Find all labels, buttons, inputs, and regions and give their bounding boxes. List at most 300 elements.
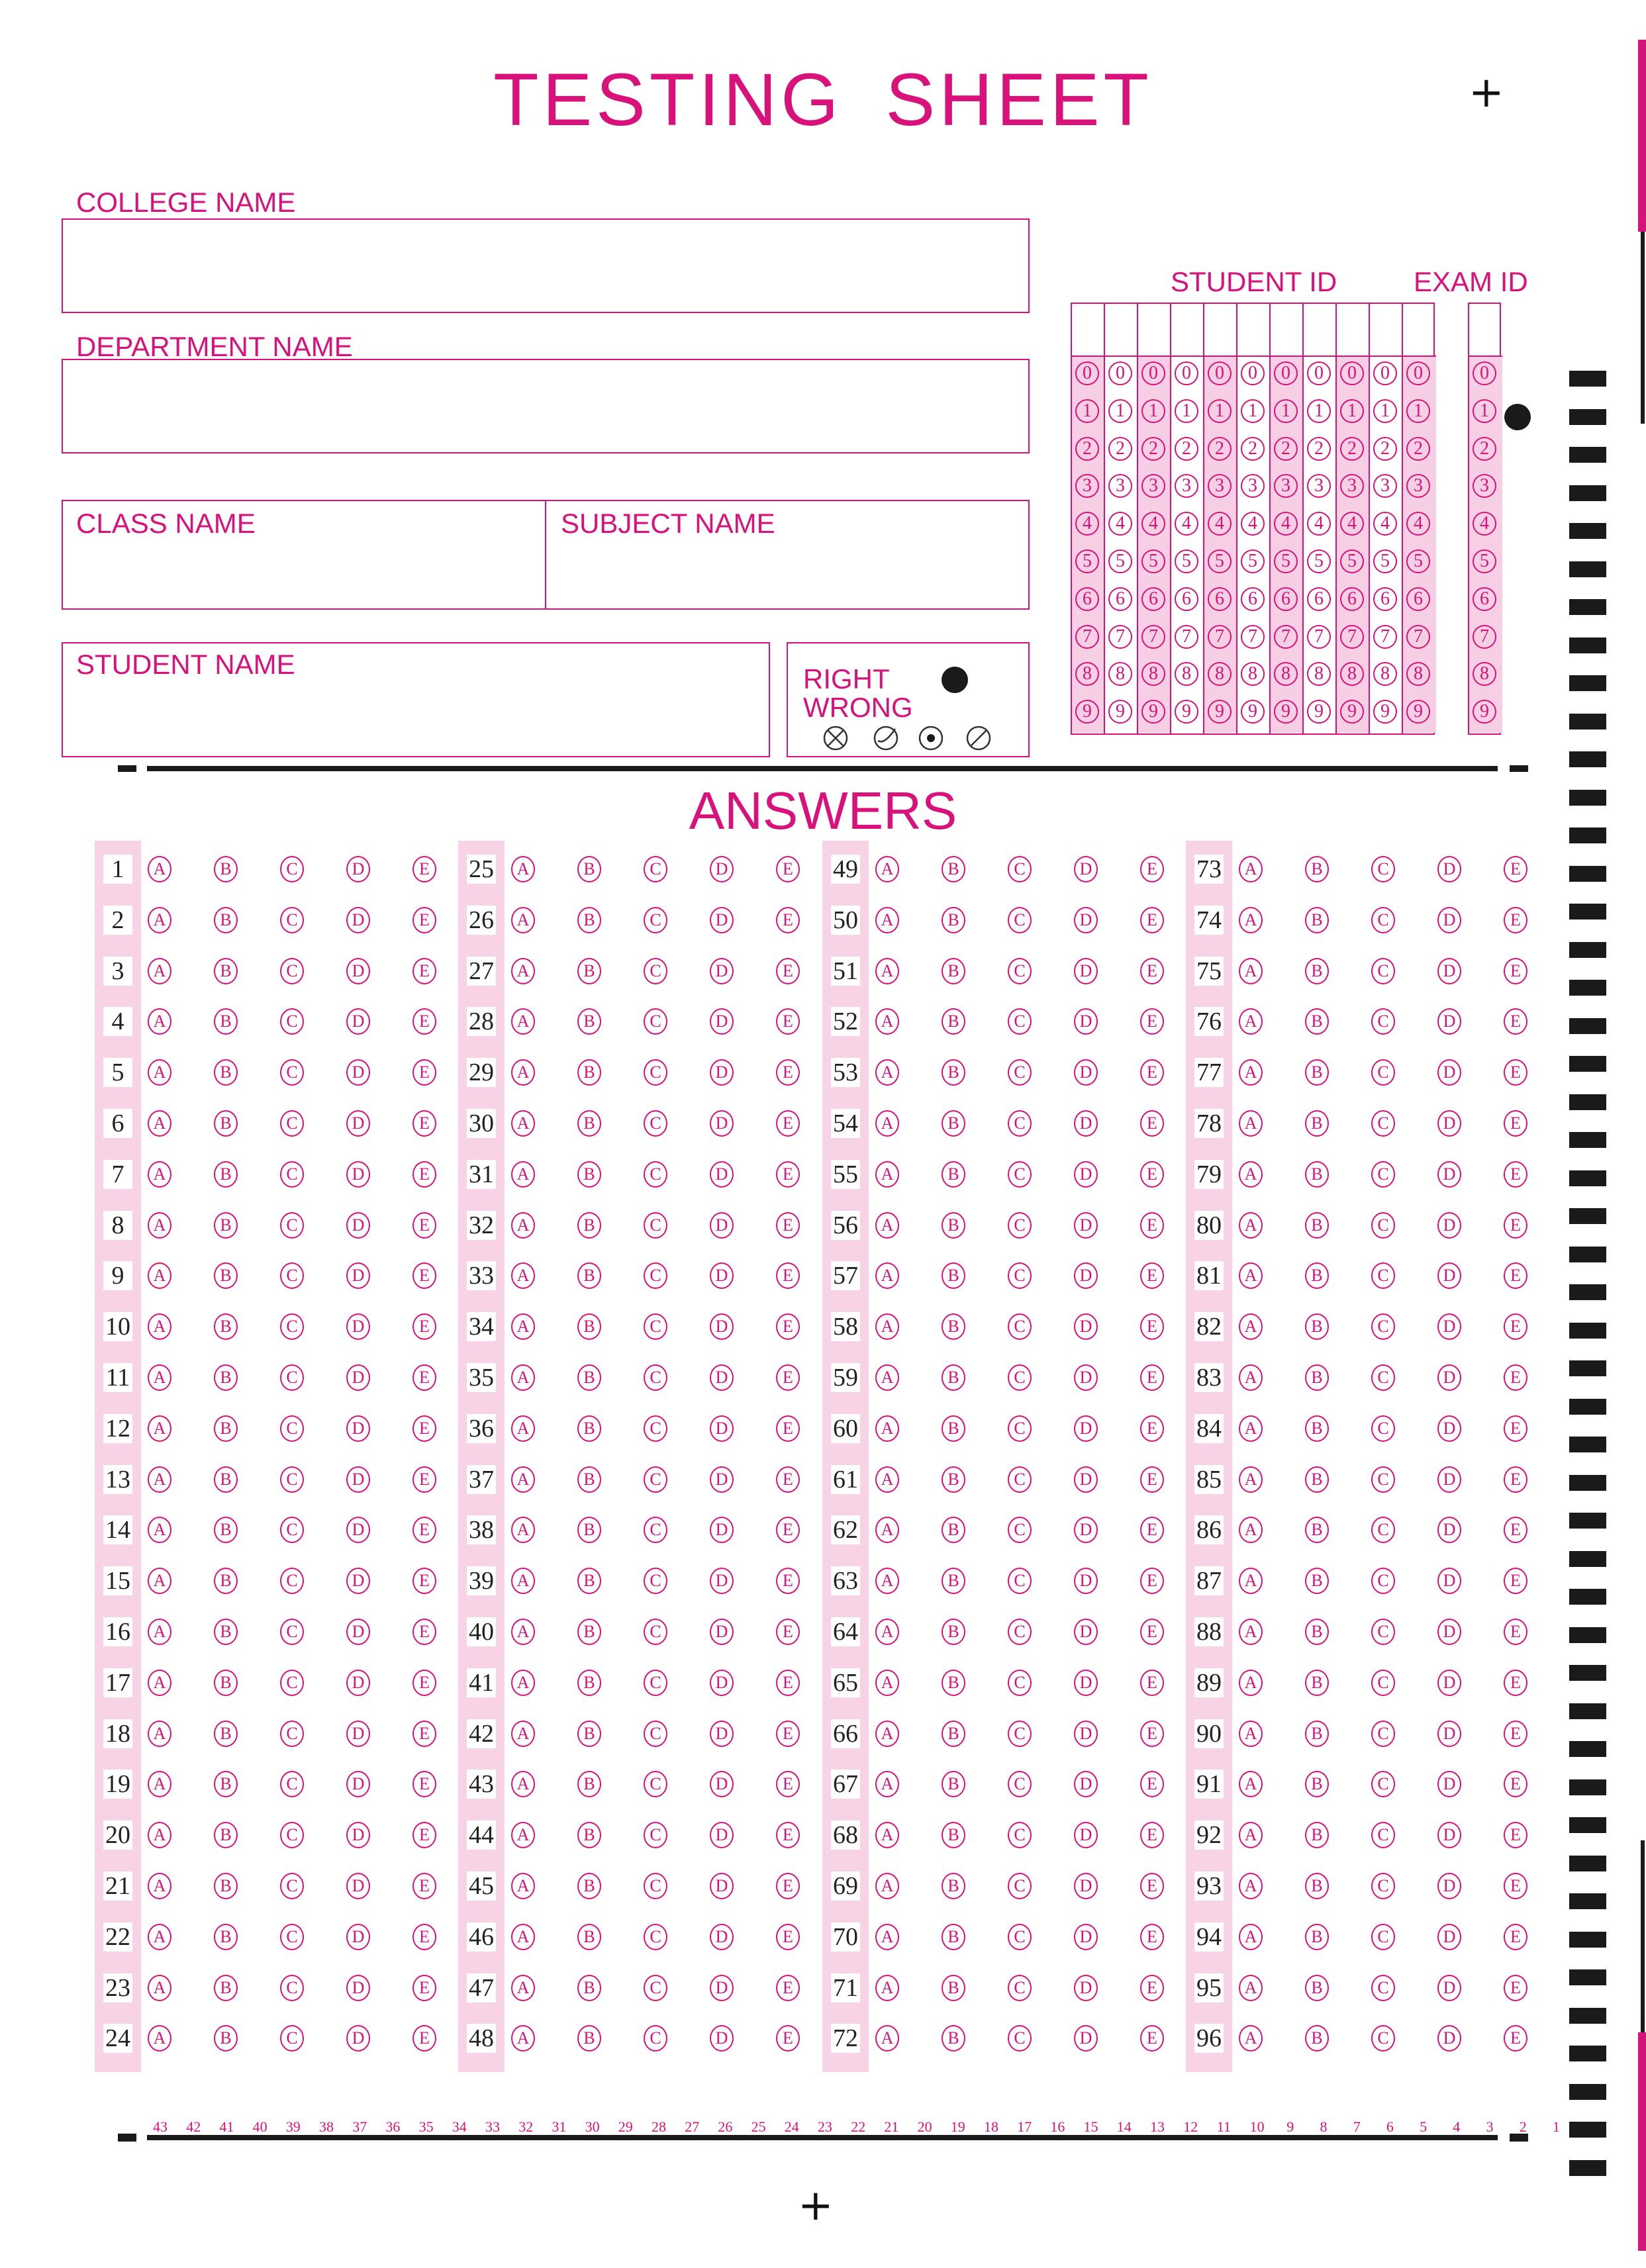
student-id-digit-bubble[interactable]: 3	[1075, 474, 1099, 498]
answer-option-bubble[interactable]: B	[577, 1619, 601, 1645]
answer-option-bubble[interactable]: B	[942, 1161, 965, 1188]
answer-option-bubble[interactable]: B	[1305, 1415, 1329, 1442]
answer-option-bubble[interactable]: A	[875, 1161, 899, 1188]
answer-option-bubble[interactable]: B	[942, 1873, 965, 1899]
answer-option-bubble[interactable]: B	[577, 1364, 601, 1391]
answer-option-bubble[interactable]: B	[577, 1670, 601, 1696]
answer-option-bubble[interactable]: D	[346, 1517, 370, 1543]
student-id-digit-bubble[interactable]: 6	[1175, 587, 1198, 611]
answer-option-bubble[interactable]: B	[942, 1466, 965, 1493]
answer-option-bubble[interactable]: E	[776, 1059, 800, 1086]
answer-option-bubble[interactable]: B	[577, 907, 601, 933]
answer-option-bubble[interactable]: C	[1371, 1415, 1395, 1442]
student-id-digit-bubble[interactable]: 5	[1373, 549, 1397, 573]
answer-option-bubble[interactable]: D	[1074, 1212, 1098, 1239]
answer-option-bubble[interactable]: C	[1371, 856, 1395, 882]
answer-option-bubble[interactable]: C	[1371, 1619, 1395, 1645]
answer-option-bubble[interactable]: D	[1074, 1262, 1098, 1289]
student-id-digit-bubble[interactable]: 3	[1108, 474, 1132, 498]
answer-option-bubble[interactable]: E	[412, 1161, 436, 1188]
student-id-digit-bubble[interactable]: 8	[1340, 662, 1364, 686]
answer-option-bubble[interactable]: A	[1239, 1059, 1263, 1086]
answer-option-bubble[interactable]: C	[644, 1822, 667, 1848]
answer-option-bubble[interactable]: A	[875, 2025, 899, 2052]
answer-option-bubble[interactable]: C	[1008, 958, 1032, 984]
answer-option-bubble[interactable]: E	[1504, 907, 1527, 933]
student-id-digit-bubble[interactable]: 0	[1108, 361, 1132, 385]
answer-option-bubble[interactable]: E	[412, 1262, 436, 1289]
answer-option-bubble[interactable]: E	[1140, 1008, 1164, 1035]
answer-option-bubble[interactable]: C	[280, 1110, 304, 1137]
answer-option-bubble[interactable]: D	[710, 1466, 734, 1493]
answer-option-bubble[interactable]: C	[644, 1466, 667, 1493]
student-id-digit-bubble[interactable]: 8	[1373, 662, 1397, 686]
answer-option-bubble[interactable]: D	[710, 1313, 734, 1340]
student-id-digit-bubble[interactable]: 2	[1340, 437, 1364, 461]
answer-option-bubble[interactable]: E	[1140, 1262, 1164, 1289]
answer-option-bubble[interactable]: B	[577, 1110, 601, 1137]
answer-option-bubble[interactable]: B	[214, 2025, 238, 2052]
answer-option-bubble[interactable]: E	[1140, 1212, 1164, 1239]
answer-option-bubble[interactable]: E	[412, 958, 436, 984]
answer-option-bubble[interactable]: D	[346, 907, 370, 933]
student-id-digit-bubble[interactable]: 4	[1274, 512, 1298, 536]
student-id-write-box[interactable]	[1271, 304, 1304, 357]
answer-option-bubble[interactable]: A	[511, 1822, 535, 1848]
answer-option-bubble[interactable]: D	[710, 1873, 734, 1899]
answer-option-bubble[interactable]: C	[1008, 907, 1032, 933]
answer-option-bubble[interactable]: C	[1008, 1873, 1032, 1899]
answer-option-bubble[interactable]: D	[1437, 856, 1461, 882]
answer-option-bubble[interactable]: B	[214, 1873, 238, 1899]
answer-option-bubble[interactable]: C	[1371, 907, 1395, 933]
student-id-digit-bubble[interactable]: 7	[1340, 625, 1364, 649]
answer-option-bubble[interactable]: E	[412, 1721, 436, 1747]
answer-option-bubble[interactable]: B	[1305, 907, 1329, 933]
answer-option-bubble[interactable]: E	[1140, 1161, 1164, 1188]
answer-option-bubble[interactable]: D	[1437, 1975, 1461, 2001]
answer-option-bubble[interactable]: C	[1008, 1517, 1032, 1543]
answer-option-bubble[interactable]: A	[1239, 1161, 1263, 1188]
student-id-digit-bubble[interactable]: 0	[1141, 361, 1165, 385]
answer-option-bubble[interactable]: A	[511, 1771, 535, 1797]
answer-option-bubble[interactable]: D	[1074, 1721, 1098, 1747]
answer-option-bubble[interactable]: C	[280, 1008, 304, 1035]
answer-option-bubble[interactable]: E	[1504, 1364, 1527, 1391]
answer-option-bubble[interactable]: C	[280, 1517, 304, 1543]
answer-option-bubble[interactable]: A	[148, 1619, 171, 1645]
answer-option-bubble[interactable]: C	[280, 1670, 304, 1696]
answer-option-bubble[interactable]: E	[776, 958, 800, 984]
student-id-digit-bubble[interactable]: 1	[1406, 399, 1430, 423]
answer-option-bubble[interactable]: B	[214, 1262, 238, 1289]
answer-option-bubble[interactable]: E	[412, 1415, 436, 1442]
answer-option-bubble[interactable]: E	[776, 1466, 800, 1493]
answer-option-bubble[interactable]: A	[1239, 907, 1263, 933]
answer-option-bubble[interactable]: E	[776, 1771, 800, 1797]
answer-option-bubble[interactable]: C	[280, 1873, 304, 1899]
answer-option-bubble[interactable]: D	[346, 1364, 370, 1391]
student-id-digit-bubble[interactable]: 5	[1175, 549, 1198, 573]
answer-option-bubble[interactable]: A	[511, 1568, 535, 1594]
answer-option-bubble[interactable]: D	[346, 1212, 370, 1239]
answer-option-bubble[interactable]: B	[1305, 1364, 1329, 1391]
answer-option-bubble[interactable]: E	[412, 1619, 436, 1645]
answer-option-bubble[interactable]: D	[1437, 1110, 1461, 1137]
answer-option-bubble[interactable]: B	[214, 907, 238, 933]
answer-option-bubble[interactable]: D	[346, 856, 370, 882]
student-id-digit-bubble[interactable]: 8	[1208, 662, 1232, 686]
student-id-digit-bubble[interactable]: 0	[1075, 361, 1099, 385]
answer-option-bubble[interactable]: C	[1008, 1619, 1032, 1645]
answer-option-bubble[interactable]: A	[875, 1466, 899, 1493]
answer-option-bubble[interactable]: A	[1239, 1517, 1263, 1543]
student-id-digit-bubble[interactable]: 6	[1307, 587, 1331, 611]
answer-option-bubble[interactable]: D	[1437, 1415, 1461, 1442]
answer-option-bubble[interactable]: B	[942, 1008, 965, 1035]
answer-option-bubble[interactable]: A	[875, 1212, 899, 1239]
student-id-write-box[interactable]	[1370, 304, 1403, 357]
student-id-digit-bubble[interactable]: 9	[1340, 700, 1364, 724]
answer-option-bubble[interactable]: A	[875, 1110, 899, 1137]
answer-option-bubble[interactable]: B	[577, 856, 601, 882]
answer-option-bubble[interactable]: D	[710, 2025, 734, 2052]
student-id-digit-bubble[interactable]: 1	[1373, 399, 1397, 423]
answer-option-bubble[interactable]: A	[875, 1771, 899, 1797]
answer-option-bubble[interactable]: C	[280, 1313, 304, 1340]
answer-option-bubble[interactable]: D	[710, 1924, 734, 1950]
answer-option-bubble[interactable]: B	[942, 1771, 965, 1797]
answer-option-bubble[interactable]: D	[346, 1822, 370, 1848]
answer-option-bubble[interactable]: C	[280, 1568, 304, 1594]
answer-option-bubble[interactable]: A	[1239, 1008, 1263, 1035]
answer-option-bubble[interactable]: B	[1305, 1059, 1329, 1086]
answer-option-bubble[interactable]: A	[511, 1517, 535, 1543]
student-id-digit-bubble[interactable]: 1	[1108, 399, 1132, 423]
answer-option-bubble[interactable]: C	[1008, 1415, 1032, 1442]
answer-option-bubble[interactable]: C	[644, 1059, 667, 1086]
answer-option-bubble[interactable]: D	[1437, 1313, 1461, 1340]
answer-option-bubble[interactable]: A	[148, 1975, 171, 2001]
answer-option-bubble[interactable]: D	[346, 2025, 370, 2052]
answer-option-bubble[interactable]: B	[577, 958, 601, 984]
answer-option-bubble[interactable]: C	[1371, 1822, 1395, 1848]
answer-option-bubble[interactable]: A	[1239, 1466, 1263, 1493]
answer-option-bubble[interactable]: E	[1504, 1212, 1527, 1239]
answer-option-bubble[interactable]: D	[346, 1568, 370, 1594]
answer-option-bubble[interactable]: B	[577, 2025, 601, 2052]
answer-option-bubble[interactable]: E	[1504, 1517, 1527, 1543]
answer-option-bubble[interactable]: B	[214, 1313, 238, 1340]
answer-option-bubble[interactable]: C	[1371, 1262, 1395, 1289]
answer-option-bubble[interactable]: A	[148, 1670, 171, 1696]
answer-option-bubble[interactable]: E	[412, 1568, 436, 1594]
answer-option-bubble[interactable]: D	[346, 1008, 370, 1035]
answer-option-bubble[interactable]: C	[644, 907, 667, 933]
answer-option-bubble[interactable]: D	[1074, 1059, 1098, 1086]
answer-option-bubble[interactable]: E	[1504, 1619, 1527, 1645]
student-id-write-box[interactable]	[1072, 304, 1105, 357]
answer-option-bubble[interactable]: D	[710, 1568, 734, 1594]
answer-option-bubble[interactable]: D	[346, 1721, 370, 1747]
answer-option-bubble[interactable]: B	[214, 1466, 238, 1493]
answer-option-bubble[interactable]: E	[776, 1568, 800, 1594]
exam-id-digit-bubble[interactable]: 6	[1473, 587, 1496, 611]
answer-option-bubble[interactable]: E	[1140, 1771, 1164, 1797]
student-id-digit-bubble[interactable]: 1	[1307, 399, 1331, 423]
student-id-digit-bubble[interactable]: 5	[1274, 549, 1298, 573]
answer-option-bubble[interactable]: D	[710, 1008, 734, 1035]
answer-option-bubble[interactable]: C	[1371, 1466, 1395, 1493]
student-id-digit-bubble[interactable]: 7	[1373, 625, 1397, 649]
college-name-field[interactable]	[62, 218, 1030, 313]
answer-option-bubble[interactable]: A	[875, 1364, 899, 1391]
answer-option-bubble[interactable]: C	[1008, 1110, 1032, 1137]
answer-option-bubble[interactable]: D	[710, 1161, 734, 1188]
answer-option-bubble[interactable]: E	[1504, 1313, 1527, 1340]
answer-option-bubble[interactable]: C	[644, 1313, 667, 1340]
answer-option-bubble[interactable]: C	[280, 2025, 304, 2052]
student-id-write-box[interactable]	[1237, 304, 1271, 357]
answer-option-bubble[interactable]: B	[577, 1568, 601, 1594]
answer-option-bubble[interactable]: C	[1371, 1059, 1395, 1086]
answer-option-bubble[interactable]: C	[280, 1466, 304, 1493]
student-id-digit-bubble[interactable]: 1	[1075, 399, 1099, 423]
exam-id-digit-bubble[interactable]: 5	[1473, 549, 1496, 573]
student-id-digit-bubble[interactable]: 9	[1406, 700, 1430, 724]
answer-option-bubble[interactable]: E	[412, 856, 436, 882]
answer-option-bubble[interactable]: A	[148, 1008, 171, 1035]
answer-option-bubble[interactable]: A	[875, 1670, 899, 1696]
answer-option-bubble[interactable]: E	[412, 1313, 436, 1340]
student-id-digit-bubble[interactable]: 3	[1406, 474, 1430, 498]
answer-option-bubble[interactable]: B	[942, 1415, 965, 1442]
answer-option-bubble[interactable]: E	[776, 1517, 800, 1543]
answer-option-bubble[interactable]: E	[1504, 1721, 1527, 1747]
student-id-digit-bubble[interactable]: 4	[1175, 512, 1198, 536]
student-id-write-box[interactable]	[1105, 304, 1138, 357]
answer-option-bubble[interactable]: A	[875, 1822, 899, 1848]
answer-option-bubble[interactable]: C	[1371, 1110, 1395, 1137]
student-id-digit-bubble[interactable]: 2	[1241, 437, 1265, 461]
student-id-digit-bubble[interactable]: 5	[1141, 549, 1165, 573]
answer-option-bubble[interactable]: B	[214, 1161, 238, 1188]
answer-option-bubble[interactable]: E	[412, 1110, 436, 1137]
answer-option-bubble[interactable]: D	[710, 1517, 734, 1543]
answer-option-bubble[interactable]: D	[1074, 1568, 1098, 1594]
answer-option-bubble[interactable]: C	[644, 1975, 667, 2001]
answer-option-bubble[interactable]: B	[214, 1619, 238, 1645]
answer-option-bubble[interactable]: A	[511, 1262, 535, 1289]
answer-option-bubble[interactable]: E	[1140, 1517, 1164, 1543]
answer-option-bubble[interactable]: E	[776, 1364, 800, 1391]
answer-option-bubble[interactable]: B	[942, 1212, 965, 1239]
answer-option-bubble[interactable]: D	[1074, 1364, 1098, 1391]
answer-option-bubble[interactable]: B	[1305, 1262, 1329, 1289]
student-id-digit-bubble[interactable]: 7	[1175, 625, 1198, 649]
student-id-write-box[interactable]	[1204, 304, 1237, 357]
answer-option-bubble[interactable]: B	[214, 1517, 238, 1543]
answer-option-bubble[interactable]: B	[942, 907, 965, 933]
answer-option-bubble[interactable]: B	[577, 1975, 601, 2001]
answer-option-bubble[interactable]: B	[214, 1212, 238, 1239]
answer-option-bubble[interactable]: B	[577, 1059, 601, 1086]
answer-option-bubble[interactable]: B	[942, 1313, 965, 1340]
answer-option-bubble[interactable]: E	[1140, 1975, 1164, 2001]
answer-option-bubble[interactable]: C	[280, 1212, 304, 1239]
student-id-digit-bubble[interactable]: 4	[1075, 512, 1099, 536]
answer-option-bubble[interactable]: A	[875, 1873, 899, 1899]
answer-option-bubble[interactable]: A	[511, 1415, 535, 1442]
answer-option-bubble[interactable]: C	[1008, 1771, 1032, 1797]
student-id-digit-bubble[interactable]: 2	[1141, 437, 1165, 461]
answer-option-bubble[interactable]: D	[1074, 907, 1098, 933]
answer-option-bubble[interactable]: B	[577, 1212, 601, 1239]
answer-option-bubble[interactable]: C	[1371, 1212, 1395, 1239]
answer-option-bubble[interactable]: B	[577, 1008, 601, 1035]
answer-option-bubble[interactable]: D	[346, 958, 370, 984]
answer-option-bubble[interactable]: B	[1305, 1161, 1329, 1188]
answer-option-bubble[interactable]: B	[942, 1517, 965, 1543]
answer-option-bubble[interactable]: D	[1437, 1364, 1461, 1391]
answer-option-bubble[interactable]: E	[1504, 1568, 1527, 1594]
answer-option-bubble[interactable]: C	[644, 1670, 667, 1696]
department-name-field[interactable]	[62, 359, 1030, 453]
answer-option-bubble[interactable]: D	[1074, 1466, 1098, 1493]
answer-option-bubble[interactable]: D	[346, 1262, 370, 1289]
answer-option-bubble[interactable]: E	[776, 1415, 800, 1442]
answer-option-bubble[interactable]: A	[148, 1873, 171, 1899]
student-id-digit-bubble[interactable]: 0	[1175, 361, 1198, 385]
student-id-write-box[interactable]	[1337, 304, 1370, 357]
answer-option-bubble[interactable]: A	[148, 1262, 171, 1289]
answer-option-bubble[interactable]: A	[511, 1975, 535, 2001]
student-id-digit-bubble[interactable]: 9	[1274, 700, 1298, 724]
student-id-digit-bubble[interactable]: 9	[1175, 700, 1198, 724]
answer-option-bubble[interactable]: C	[280, 958, 304, 984]
answer-option-bubble[interactable]: D	[1074, 1822, 1098, 1848]
answer-option-bubble[interactable]: C	[644, 1924, 667, 1950]
answer-option-bubble[interactable]: D	[1074, 1873, 1098, 1899]
answer-option-bubble[interactable]: A	[148, 1161, 171, 1188]
answer-option-bubble[interactable]: A	[875, 1313, 899, 1340]
answer-option-bubble[interactable]: E	[1504, 1924, 1527, 1950]
student-id-digit-bubble[interactable]: 2	[1373, 437, 1397, 461]
answer-option-bubble[interactable]: B	[214, 1924, 238, 1950]
answer-option-bubble[interactable]: C	[1371, 958, 1395, 984]
answer-option-bubble[interactable]: D	[1437, 1873, 1461, 1899]
student-id-digit-bubble[interactable]: 5	[1340, 549, 1364, 573]
answer-option-bubble[interactable]: A	[511, 856, 535, 882]
answer-option-bubble[interactable]: B	[577, 1161, 601, 1188]
answer-option-bubble[interactable]: E	[776, 1110, 800, 1137]
answer-option-bubble[interactable]: B	[1305, 1670, 1329, 1696]
answer-option-bubble[interactable]: D	[710, 856, 734, 882]
answer-option-bubble[interactable]: C	[1008, 1313, 1032, 1340]
answer-option-bubble[interactable]: B	[1305, 1313, 1329, 1340]
answer-option-bubble[interactable]: E	[1140, 1873, 1164, 1899]
answer-option-bubble[interactable]: B	[1305, 1619, 1329, 1645]
student-id-digit-bubble[interactable]: 4	[1108, 512, 1132, 536]
answer-option-bubble[interactable]: C	[280, 907, 304, 933]
answer-option-bubble[interactable]: A	[1239, 1212, 1263, 1239]
answer-option-bubble[interactable]: D	[346, 1924, 370, 1950]
answer-option-bubble[interactable]: C	[1008, 1466, 1032, 1493]
answer-option-bubble[interactable]: A	[511, 1873, 535, 1899]
student-id-digit-bubble[interactable]: 6	[1208, 587, 1232, 611]
answer-option-bubble[interactable]: C	[1371, 1008, 1395, 1035]
answer-option-bubble[interactable]: C	[1008, 1364, 1032, 1391]
answer-option-bubble[interactable]: D	[1437, 1670, 1461, 1696]
answer-option-bubble[interactable]: C	[280, 1415, 304, 1442]
answer-option-bubble[interactable]: A	[511, 1008, 535, 1035]
student-id-digit-bubble[interactable]: 7	[1208, 625, 1232, 649]
student-id-write-box[interactable]	[1171, 304, 1204, 357]
student-id-digit-bubble[interactable]: 6	[1141, 587, 1165, 611]
answer-option-bubble[interactable]: C	[1008, 1161, 1032, 1188]
answer-option-bubble[interactable]: D	[710, 1975, 734, 2001]
answer-option-bubble[interactable]: D	[346, 1619, 370, 1645]
student-id-digit-bubble[interactable]: 5	[1208, 549, 1232, 573]
answer-option-bubble[interactable]: E	[1140, 1364, 1164, 1391]
answer-option-bubble[interactable]: C	[1371, 1771, 1395, 1797]
answer-option-bubble[interactable]: D	[710, 1212, 734, 1239]
answer-option-bubble[interactable]: A	[1239, 2025, 1263, 2052]
answer-option-bubble[interactable]: D	[1074, 1619, 1098, 1645]
answer-option-bubble[interactable]: E	[412, 1364, 436, 1391]
answer-option-bubble[interactable]: D	[1074, 2025, 1098, 2052]
answer-option-bubble[interactable]: E	[776, 907, 800, 933]
answer-option-bubble[interactable]: D	[1074, 1517, 1098, 1543]
student-id-digit-bubble[interactable]: 2	[1274, 437, 1298, 461]
student-id-digit-bubble[interactable]: 8	[1241, 662, 1265, 686]
student-id-digit-bubble[interactable]: 0	[1373, 361, 1397, 385]
answer-option-bubble[interactable]: D	[1074, 1161, 1098, 1188]
answer-option-bubble[interactable]: B	[942, 1262, 965, 1289]
answer-option-bubble[interactable]: C	[280, 1924, 304, 1950]
answer-option-bubble[interactable]: A	[1239, 1619, 1263, 1645]
answer-option-bubble[interactable]: C	[644, 1721, 667, 1747]
answer-option-bubble[interactable]: A	[148, 1924, 171, 1950]
answer-option-bubble[interactable]: D	[1074, 1771, 1098, 1797]
answer-option-bubble[interactable]: D	[1437, 2025, 1461, 2052]
answer-option-bubble[interactable]: A	[148, 1313, 171, 1340]
answer-option-bubble[interactable]: A	[148, 907, 171, 933]
answer-option-bubble[interactable]: D	[1437, 1212, 1461, 1239]
answer-option-bubble[interactable]: E	[1140, 907, 1164, 933]
answer-option-bubble[interactable]: B	[577, 1771, 601, 1797]
answer-option-bubble[interactable]: E	[412, 907, 436, 933]
student-id-digit-bubble[interactable]: 9	[1075, 700, 1099, 724]
student-id-digit-bubble[interactable]: 8	[1108, 662, 1132, 686]
answer-option-bubble[interactable]: D	[710, 1771, 734, 1797]
answer-option-bubble[interactable]: C	[644, 1415, 667, 1442]
answer-option-bubble[interactable]: A	[1239, 856, 1263, 882]
student-id-digit-bubble[interactable]: 8	[1075, 662, 1099, 686]
answer-option-bubble[interactable]: B	[1305, 1212, 1329, 1239]
answer-option-bubble[interactable]: E	[1504, 2025, 1527, 2052]
answer-option-bubble[interactable]: B	[942, 856, 965, 882]
answer-option-bubble[interactable]: D	[1437, 1517, 1461, 1543]
answer-option-bubble[interactable]: B	[214, 1975, 238, 2001]
answer-option-bubble[interactable]: A	[511, 1721, 535, 1747]
answer-option-bubble[interactable]: B	[942, 1364, 965, 1391]
answer-option-bubble[interactable]: B	[577, 1822, 601, 1848]
answer-option-bubble[interactable]: B	[214, 1822, 238, 1848]
answer-option-bubble[interactable]: E	[1504, 1670, 1527, 1696]
answer-option-bubble[interactable]: D	[1074, 1924, 1098, 1950]
answer-option-bubble[interactable]: A	[148, 1771, 171, 1797]
